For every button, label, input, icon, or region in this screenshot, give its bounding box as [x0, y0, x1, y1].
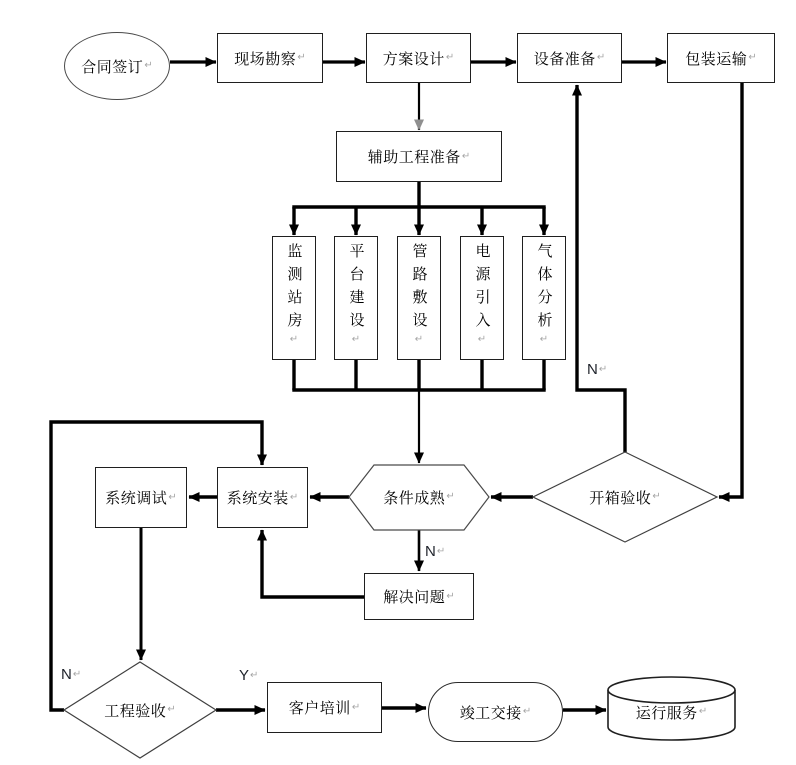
node-packing: [667, 33, 775, 83]
node-auxiliary: [336, 131, 502, 182]
node-service: [608, 698, 735, 726]
paragraph-mark-icon: ↵: [446, 491, 455, 502]
paragraph-mark-icon: ↵: [144, 60, 153, 71]
paragraph-mark-icon: ↵: [289, 491, 299, 503]
node-solve: [364, 573, 474, 620]
paragraph-mark-icon: ↵: [698, 706, 708, 717]
node-platform-label: 平台建设: [347, 243, 365, 335]
node-design-label: 方案设计: [382, 50, 445, 68]
paragraph-mark-icon: ↵: [652, 491, 661, 502]
paragraph-mark-icon: ↵: [436, 545, 446, 557]
branch-label-acceptance-yes: [239, 667, 258, 684]
node-contract: [64, 32, 170, 100]
paragraph-mark-icon: ↵: [445, 52, 455, 63]
paragraph-mark-icon: ↵: [522, 706, 532, 717]
node-acceptance-label: 工程验收: [104, 702, 167, 720]
node-contract-label: 合同签订: [81, 58, 144, 76]
paragraph-mark-icon: ↵: [250, 669, 259, 681]
node-gas-label: 气体分析: [535, 243, 553, 335]
paragraph-mark-icon: ↵: [351, 701, 361, 713]
node-install-label: 系统安装: [226, 490, 289, 507]
paragraph-mark-icon: ↵: [477, 334, 487, 345]
edge-unboxing-equipment-no: [577, 85, 625, 452]
paragraph-mark-icon: ↵: [598, 363, 608, 375]
node-gas: [522, 236, 566, 360]
node-service-label: 运行服务: [635, 704, 698, 722]
node-training-label: 客户培训: [288, 700, 351, 717]
node-debugging: [95, 467, 187, 528]
branch-label-acceptance-no: [61, 666, 81, 683]
node-debugging-label: 系统调试: [105, 490, 168, 507]
node-piping-label: 管路敷设: [410, 243, 428, 335]
paragraph-mark-icon: ↵: [351, 334, 361, 345]
node-training: [267, 682, 382, 733]
node-equipment: [517, 33, 622, 83]
node-unboxing-label: 开箱验收: [589, 489, 652, 507]
paragraph-mark-icon: ↵: [414, 334, 424, 345]
paragraph-mark-icon: ↵: [289, 334, 299, 345]
edge-solve-install: [262, 530, 364, 597]
edge-acceptance-install-no: [51, 422, 262, 710]
node-packing-label: 包装运输: [685, 50, 748, 68]
node-station: [272, 236, 316, 360]
paragraph-mark-icon: ↵: [446, 590, 455, 602]
paragraph-mark-icon: ↵: [72, 668, 82, 680]
node-survey: [217, 33, 323, 83]
node-equipment-label: 设备准备: [533, 50, 596, 68]
paragraph-mark-icon: ↵: [539, 334, 549, 345]
node-ready: [354, 467, 484, 527]
node-acceptance: [70, 695, 210, 725]
node-survey-label: 现场勘察: [234, 50, 297, 68]
branch-label-ready-no: [425, 543, 445, 560]
edge-packing-unboxing: [719, 83, 742, 497]
node-auxiliary-label: 辅助工程准备: [367, 149, 461, 166]
branch-n-text: N: [425, 543, 436, 560]
node-handover: [428, 682, 563, 742]
branch-y-text: Y: [239, 667, 250, 684]
node-piping: [397, 236, 441, 360]
paragraph-mark-icon: ↵: [596, 52, 606, 63]
node-platform: [334, 236, 378, 360]
node-power-label: 电源引入: [473, 243, 491, 335]
node-unboxing: [555, 482, 695, 512]
paragraph-mark-icon: ↵: [297, 52, 306, 63]
node-install: [217, 467, 308, 528]
branch-label-unboxing-no: [587, 361, 607, 378]
paragraph-mark-icon: ↵: [748, 52, 757, 63]
node-power: [460, 236, 504, 360]
node-ready-label: 条件成熟: [383, 489, 446, 507]
paragraph-mark-icon: ↵: [167, 704, 176, 715]
node-handover-label: 竣工交接: [459, 704, 522, 722]
paragraph-mark-icon: ↵: [168, 491, 177, 503]
node-solve-label: 解决问题: [383, 589, 446, 606]
node-station-label: 监测站房: [285, 243, 303, 335]
paragraph-mark-icon: ↵: [461, 150, 471, 162]
node-design: [366, 33, 471, 83]
branch-n-text: N: [587, 361, 598, 378]
branch-n-text: N: [61, 666, 72, 683]
